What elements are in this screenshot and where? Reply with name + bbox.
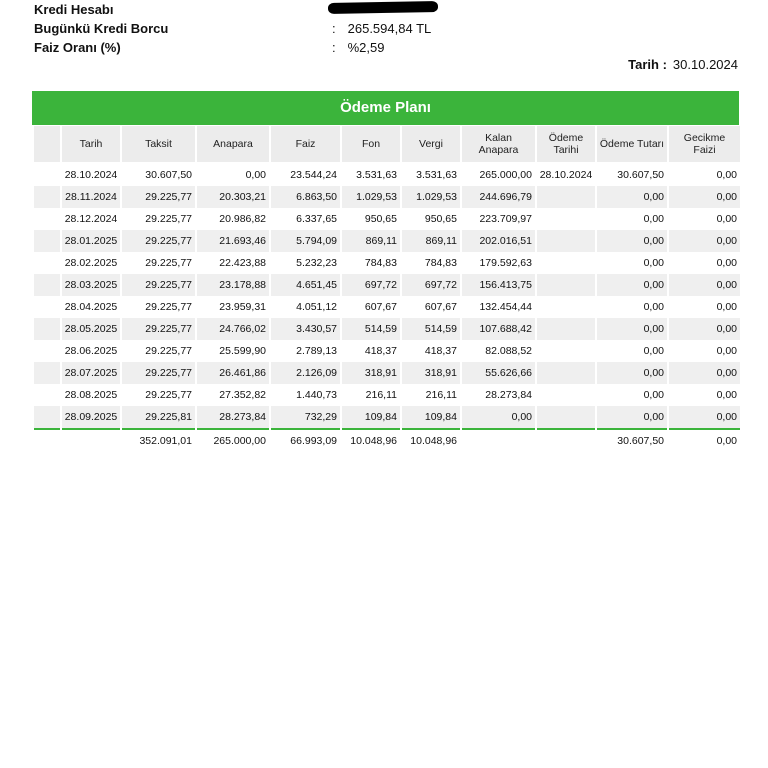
table-cell: 265.000,00 <box>461 163 536 186</box>
table-cell: 732,29 <box>270 406 341 429</box>
table-cell: 29.225,77 <box>121 252 196 274</box>
rate-colon: : <box>332 40 336 55</box>
table-cell: 23.178,88 <box>196 274 270 296</box>
table-row <box>33 230 740 252</box>
table-cell: 418,37 <box>401 340 461 362</box>
table-row <box>33 406 740 429</box>
table-cell: 950,65 <box>341 208 401 230</box>
table-row <box>33 186 740 208</box>
table-cell: 28.02.2025 <box>61 252 121 274</box>
table-cell: 28.01.2025 <box>61 230 121 252</box>
table-cell: 29.225,81 <box>121 406 196 429</box>
table-row <box>33 208 740 230</box>
blank-cell <box>33 429 61 452</box>
table-cell: 109,84 <box>341 406 401 429</box>
table-cell: 0,00 <box>596 230 668 252</box>
table-cell: 132.454,44 <box>461 296 536 318</box>
blank-cell <box>33 384 61 406</box>
table-cell: 29.225,77 <box>121 384 196 406</box>
table-cell: 514,59 <box>401 318 461 340</box>
table-cell: 0,00 <box>596 318 668 340</box>
table-cell: 28.04.2025 <box>61 296 121 318</box>
table-cell: 28.03.2025 <box>61 274 121 296</box>
table-cell: 352.091,01 <box>121 429 196 452</box>
table-cell: 179.592,63 <box>461 252 536 274</box>
table-cell: 784,83 <box>401 252 461 274</box>
table-cell: 0,00 <box>668 252 740 274</box>
table-row <box>33 340 740 362</box>
table-cell: 28.06.2025 <box>61 340 121 362</box>
rate-label: Faiz Oranı (%) <box>34 40 121 55</box>
table-cell: 29.225,77 <box>121 296 196 318</box>
table-cell: 10.048,96 <box>401 429 461 452</box>
table-cell: 28.10.2024 <box>61 163 121 186</box>
table-cell: 697,72 <box>341 274 401 296</box>
blank-cell <box>33 163 61 186</box>
payment-plan-title: Ödeme Planı <box>32 91 739 125</box>
account-label: Kredi Hesabı <box>34 2 114 17</box>
table-cell: 1.029,53 <box>341 186 401 208</box>
table-cell: 23.959,31 <box>196 296 270 318</box>
table-cell: 607,67 <box>401 296 461 318</box>
table-cell: 2.789,13 <box>270 340 341 362</box>
col-header-anapara: Anapara <box>196 126 270 163</box>
blank-cell <box>33 208 61 230</box>
table-cell: 950,65 <box>401 208 461 230</box>
table-cell <box>461 429 536 452</box>
table-cell <box>536 406 596 429</box>
table-cell: 0,00 <box>596 296 668 318</box>
table-cell: 0,00 <box>668 274 740 296</box>
table-cell: 0,00 <box>668 318 740 340</box>
table-cell <box>61 429 121 452</box>
table-cell: 28.273,84 <box>196 406 270 429</box>
debt-colon: : <box>332 21 336 36</box>
rate-value: %2,59 <box>347 40 385 55</box>
info-labels <box>34 0 168 57</box>
table-cell: 0,00 <box>668 208 740 230</box>
table-cell: 24.766,02 <box>196 318 270 340</box>
table-cell: 20.986,82 <box>196 208 270 230</box>
table-cell <box>536 208 596 230</box>
table-cell: 55.626,66 <box>461 362 536 384</box>
table-cell: 0,00 <box>596 274 668 296</box>
report-date-value: 30.10.2024 <box>672 57 738 72</box>
blank-cell <box>33 362 61 384</box>
table-row <box>33 384 740 406</box>
table-cell <box>536 429 596 452</box>
table-cell: 6.337,65 <box>270 208 341 230</box>
table-cell: 23.544,24 <box>270 163 341 186</box>
table-cell: 3.531,63 <box>401 163 461 186</box>
table-cell: 29.225,77 <box>121 274 196 296</box>
table-cell: 0,00 <box>668 384 740 406</box>
blank-cell <box>33 406 61 429</box>
table-cell: 3.430,57 <box>270 318 341 340</box>
debt-label: Bugünkü Kredi Borcu <box>34 21 169 36</box>
table-cell: 216,11 <box>341 384 401 406</box>
col-header-odeme-tarihi: Ödeme Tarihi <box>536 126 596 163</box>
table-cell <box>536 384 596 406</box>
table-cell: 22.423,88 <box>196 252 270 274</box>
table-cell: 0,00 <box>668 296 740 318</box>
table-row <box>33 296 740 318</box>
table-row <box>33 163 740 186</box>
table-cell <box>536 230 596 252</box>
table-cell <box>536 318 596 340</box>
col-header-kalan-anapara: Kalan Anapara <box>461 126 536 163</box>
col-header-taksit: Taksit <box>121 126 196 163</box>
col-header-vergi: Vergi <box>401 126 461 163</box>
table-row <box>33 362 740 384</box>
col-header-tarih: Tarih <box>61 126 121 163</box>
table-cell: 0,00 <box>596 362 668 384</box>
table-cell: 216,11 <box>401 384 461 406</box>
blank-cell <box>33 296 61 318</box>
table-cell: 30.607,50 <box>596 429 668 452</box>
table-cell: 66.993,09 <box>270 429 341 452</box>
table-cell: 2.126,09 <box>270 362 341 384</box>
report-date-label: Tarih : <box>628 57 667 72</box>
blank-cell <box>33 274 61 296</box>
table-cell: 28.08.2025 <box>61 384 121 406</box>
blank-cell <box>33 340 61 362</box>
table-cell: 6.863,50 <box>270 186 341 208</box>
table-cell: 5.232,23 <box>270 252 341 274</box>
table-body <box>33 163 740 452</box>
table-cell: 0,00 <box>596 186 668 208</box>
table-cell: 0,00 <box>196 163 270 186</box>
table-cell: 265.000,00 <box>196 429 270 452</box>
table-total-row <box>33 429 740 452</box>
info-values <box>332 19 431 57</box>
table-cell <box>536 186 596 208</box>
debt-value: 265.594,84 TL <box>347 21 432 36</box>
table-cell: 107.688,42 <box>461 318 536 340</box>
table-cell: 29.225,77 <box>121 362 196 384</box>
col-header-faiz: Faiz <box>270 126 341 163</box>
table-cell: 30.607,50 <box>121 163 196 186</box>
table-cell: 0,00 <box>668 230 740 252</box>
blank-cell <box>33 318 61 340</box>
table-cell <box>536 252 596 274</box>
table-cell: 418,37 <box>341 340 401 362</box>
debt-value-row <box>332 19 431 38</box>
table-cell: 0,00 <box>461 406 536 429</box>
table-cell: 156.413,75 <box>461 274 536 296</box>
table-cell: 0,00 <box>596 252 668 274</box>
table-row <box>33 252 740 274</box>
table-cell: 0,00 <box>668 186 740 208</box>
redacted-account-number <box>328 1 438 14</box>
table-cell: 3.531,63 <box>341 163 401 186</box>
table-cell <box>536 340 596 362</box>
payment-plan-table <box>32 126 740 452</box>
col-header-fon: Fon <box>341 126 401 163</box>
table-cell: 29.225,77 <box>121 186 196 208</box>
col-header-gecikme-faizi: Gecikme Faizi <box>668 126 740 163</box>
table-cell: 202.016,51 <box>461 230 536 252</box>
table-row <box>33 318 740 340</box>
table-cell: 29.225,77 <box>121 208 196 230</box>
table-cell: 0,00 <box>596 340 668 362</box>
table-row <box>33 274 740 296</box>
table-cell: 82.088,52 <box>461 340 536 362</box>
table-cell: 20.303,21 <box>196 186 270 208</box>
table-cell: 697,72 <box>401 274 461 296</box>
table-cell: 0,00 <box>596 406 668 429</box>
table-cell <box>536 274 596 296</box>
table-cell: 0,00 <box>668 362 740 384</box>
table-cell <box>536 362 596 384</box>
table-cell: 29.225,77 <box>121 318 196 340</box>
table-cell: 5.794,09 <box>270 230 341 252</box>
table-cell: 514,59 <box>341 318 401 340</box>
table-cell: 109,84 <box>401 406 461 429</box>
table-cell: 28.07.2025 <box>61 362 121 384</box>
table-cell: 318,91 <box>401 362 461 384</box>
table-cell <box>536 296 596 318</box>
table-cell: 0,00 <box>668 429 740 452</box>
table-cell: 869,11 <box>401 230 461 252</box>
blank-cell <box>33 252 61 274</box>
table-cell: 27.352,82 <box>196 384 270 406</box>
table-cell: 0,00 <box>668 406 740 429</box>
table-cell: 25.599,90 <box>196 340 270 362</box>
table-cell: 4.051,12 <box>270 296 341 318</box>
report-date <box>628 57 738 72</box>
table-cell: 30.607,50 <box>596 163 668 186</box>
table-cell: 10.048,96 <box>341 429 401 452</box>
table-cell: 223.709,97 <box>461 208 536 230</box>
table-cell: 607,67 <box>341 296 401 318</box>
table-cell: 0,00 <box>596 384 668 406</box>
table-cell: 0,00 <box>668 163 740 186</box>
table-cell: 26.461,86 <box>196 362 270 384</box>
rate-value-row <box>332 38 431 57</box>
table-cell: 28.12.2024 <box>61 208 121 230</box>
table-cell: 28.09.2025 <box>61 406 121 429</box>
table-cell: 29.225,77 <box>121 230 196 252</box>
table-cell: 28.10.2024 <box>536 163 596 186</box>
table-cell: 28.05.2025 <box>61 318 121 340</box>
table-cell: 1.440,73 <box>270 384 341 406</box>
blank-header <box>33 126 61 163</box>
table-cell: 244.696,79 <box>461 186 536 208</box>
table-cell: 1.029,53 <box>401 186 461 208</box>
table-cell: 28.273,84 <box>461 384 536 406</box>
table-cell: 318,91 <box>341 362 401 384</box>
table-cell: 28.11.2024 <box>61 186 121 208</box>
table-cell: 21.693,46 <box>196 230 270 252</box>
table-cell: 0,00 <box>668 340 740 362</box>
blank-cell <box>33 230 61 252</box>
blank-cell <box>33 186 61 208</box>
table-cell: 869,11 <box>341 230 401 252</box>
table-cell: 784,83 <box>341 252 401 274</box>
table-cell: 4.651,45 <box>270 274 341 296</box>
table-cell: 0,00 <box>596 208 668 230</box>
table-cell: 29.225,77 <box>121 340 196 362</box>
col-header-odeme-tutari: Ödeme Tutarı <box>596 126 668 163</box>
table-header-row <box>33 126 740 163</box>
